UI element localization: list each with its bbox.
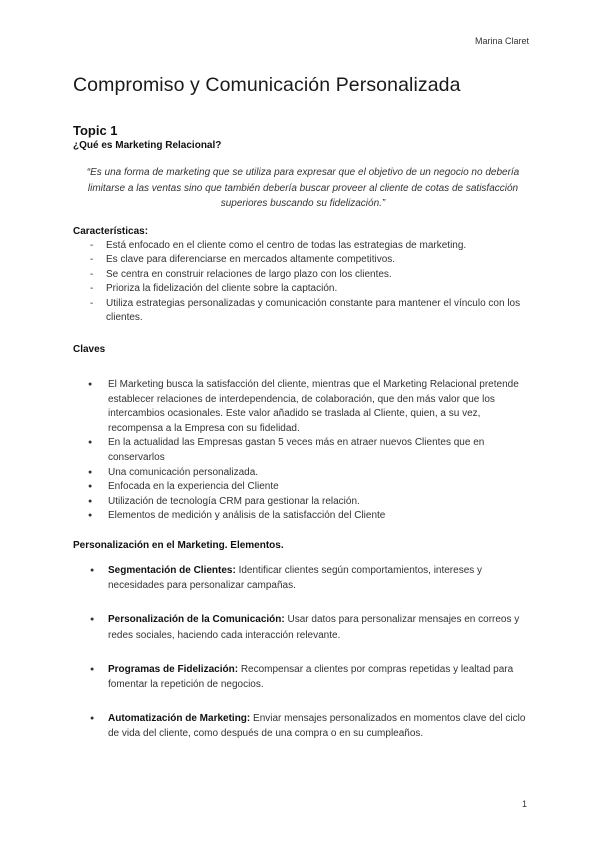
list-item — [108, 662, 533, 692]
list-item — [108, 711, 533, 741]
item-term: Automatización de Marketing: — [108, 713, 251, 725]
list-item: - Está enfocado en el cliente como el centro de todas las estrategias de marketing. — [73, 239, 533, 254]
topic-heading: Topic 1 — [73, 123, 118, 138]
claves-heading: Claves — [73, 344, 106, 356]
list-item — [108, 563, 533, 593]
personalizacion-list — [73, 563, 533, 742]
page-number: 1 — [521, 799, 527, 809]
list-item: ● En la actualidad las Empresas gastan 5 veces más en atraer nuevos Clientes que en conservarlos — [73, 436, 533, 465]
item-description: Identificar clientes según comportamientos, intereses y necesidades para personalizar campañas. — [108, 565, 483, 592]
question-heading: ¿Qué es Marketing Relacional? — [73, 140, 222, 151]
document-body — [73, 74, 533, 761]
personalizacion-heading: Personalización en el Marketing. Elementos. — [73, 540, 284, 551]
list-item: - Utiliza estrategias personalizadas y comunicación constante para mantener el vínculo con los clientes. — [73, 297, 533, 326]
page-title: Compromiso y Comunicación Personalizada — [73, 74, 461, 96]
item-description: Enviar mensajes personalizados en momentos clave del ciclo de vida del cliente, como después de una compra o en su cumpleaños. — [108, 713, 526, 740]
caracteristicas-list — [73, 239, 533, 327]
list-item: ● Elementos de medición y análisis de la satisfacción del Cliente — [73, 509, 533, 524]
item-description: Usar datos para personalizar mensajes en correos y redes sociales, haciendo cada interacción relevante. — [108, 614, 520, 641]
item-term: Segmentación de Clientes: — [108, 565, 236, 576]
item-term: Personalización de la Comunicación: — [108, 614, 285, 626]
claves-list — [73, 378, 533, 524]
list-item: ● Enfocada en la experiencia del Cliente — [73, 480, 533, 495]
list-item: ● Una comunicación personalizada. — [73, 466, 533, 481]
list-item: ● Utilización de tecnología CRM para gestionar la relación. — [73, 495, 533, 510]
author-name: Marina Claret — [474, 36, 529, 46]
list-item: - Prioriza la fidelización del cliente sobre la captación. — [73, 282, 533, 297]
item-description: Recompensar a clientes por compras repetidas y lealtad para fomentar la repetición de negocios. — [108, 663, 514, 691]
list-item: - Se centra en construir relaciones de largo plazo con los clientes. — [73, 268, 533, 283]
list-item: - Es clave para diferenciarse en mercados altamente competitivos. — [73, 253, 533, 268]
list-item — [108, 612, 533, 642]
item-term: Programas de Fidelización: — [108, 663, 239, 675]
list-item: ● El Marketing busca la satisfacción del cliente, mientras que el Marketing Relacional pretende establecer relaciones de interdependencia, de colaboración, que den más valor que los intercambios ocasionales. Este valor añadido se traslada al Cliente, quien, a su vez, recompensa a la Empresa con su fidelidad. — [73, 378, 533, 436]
caracteristicas-heading: Características: — [73, 225, 149, 237]
definition-quote: “Es una forma de marketing que se utiliza para expresar que el objetivo de un negocio no debería limitarse a las ventas sino que también debería buscar proveer al cliente de cotas de satisfacción superiores buscando su fidelización.” — [86, 167, 520, 209]
